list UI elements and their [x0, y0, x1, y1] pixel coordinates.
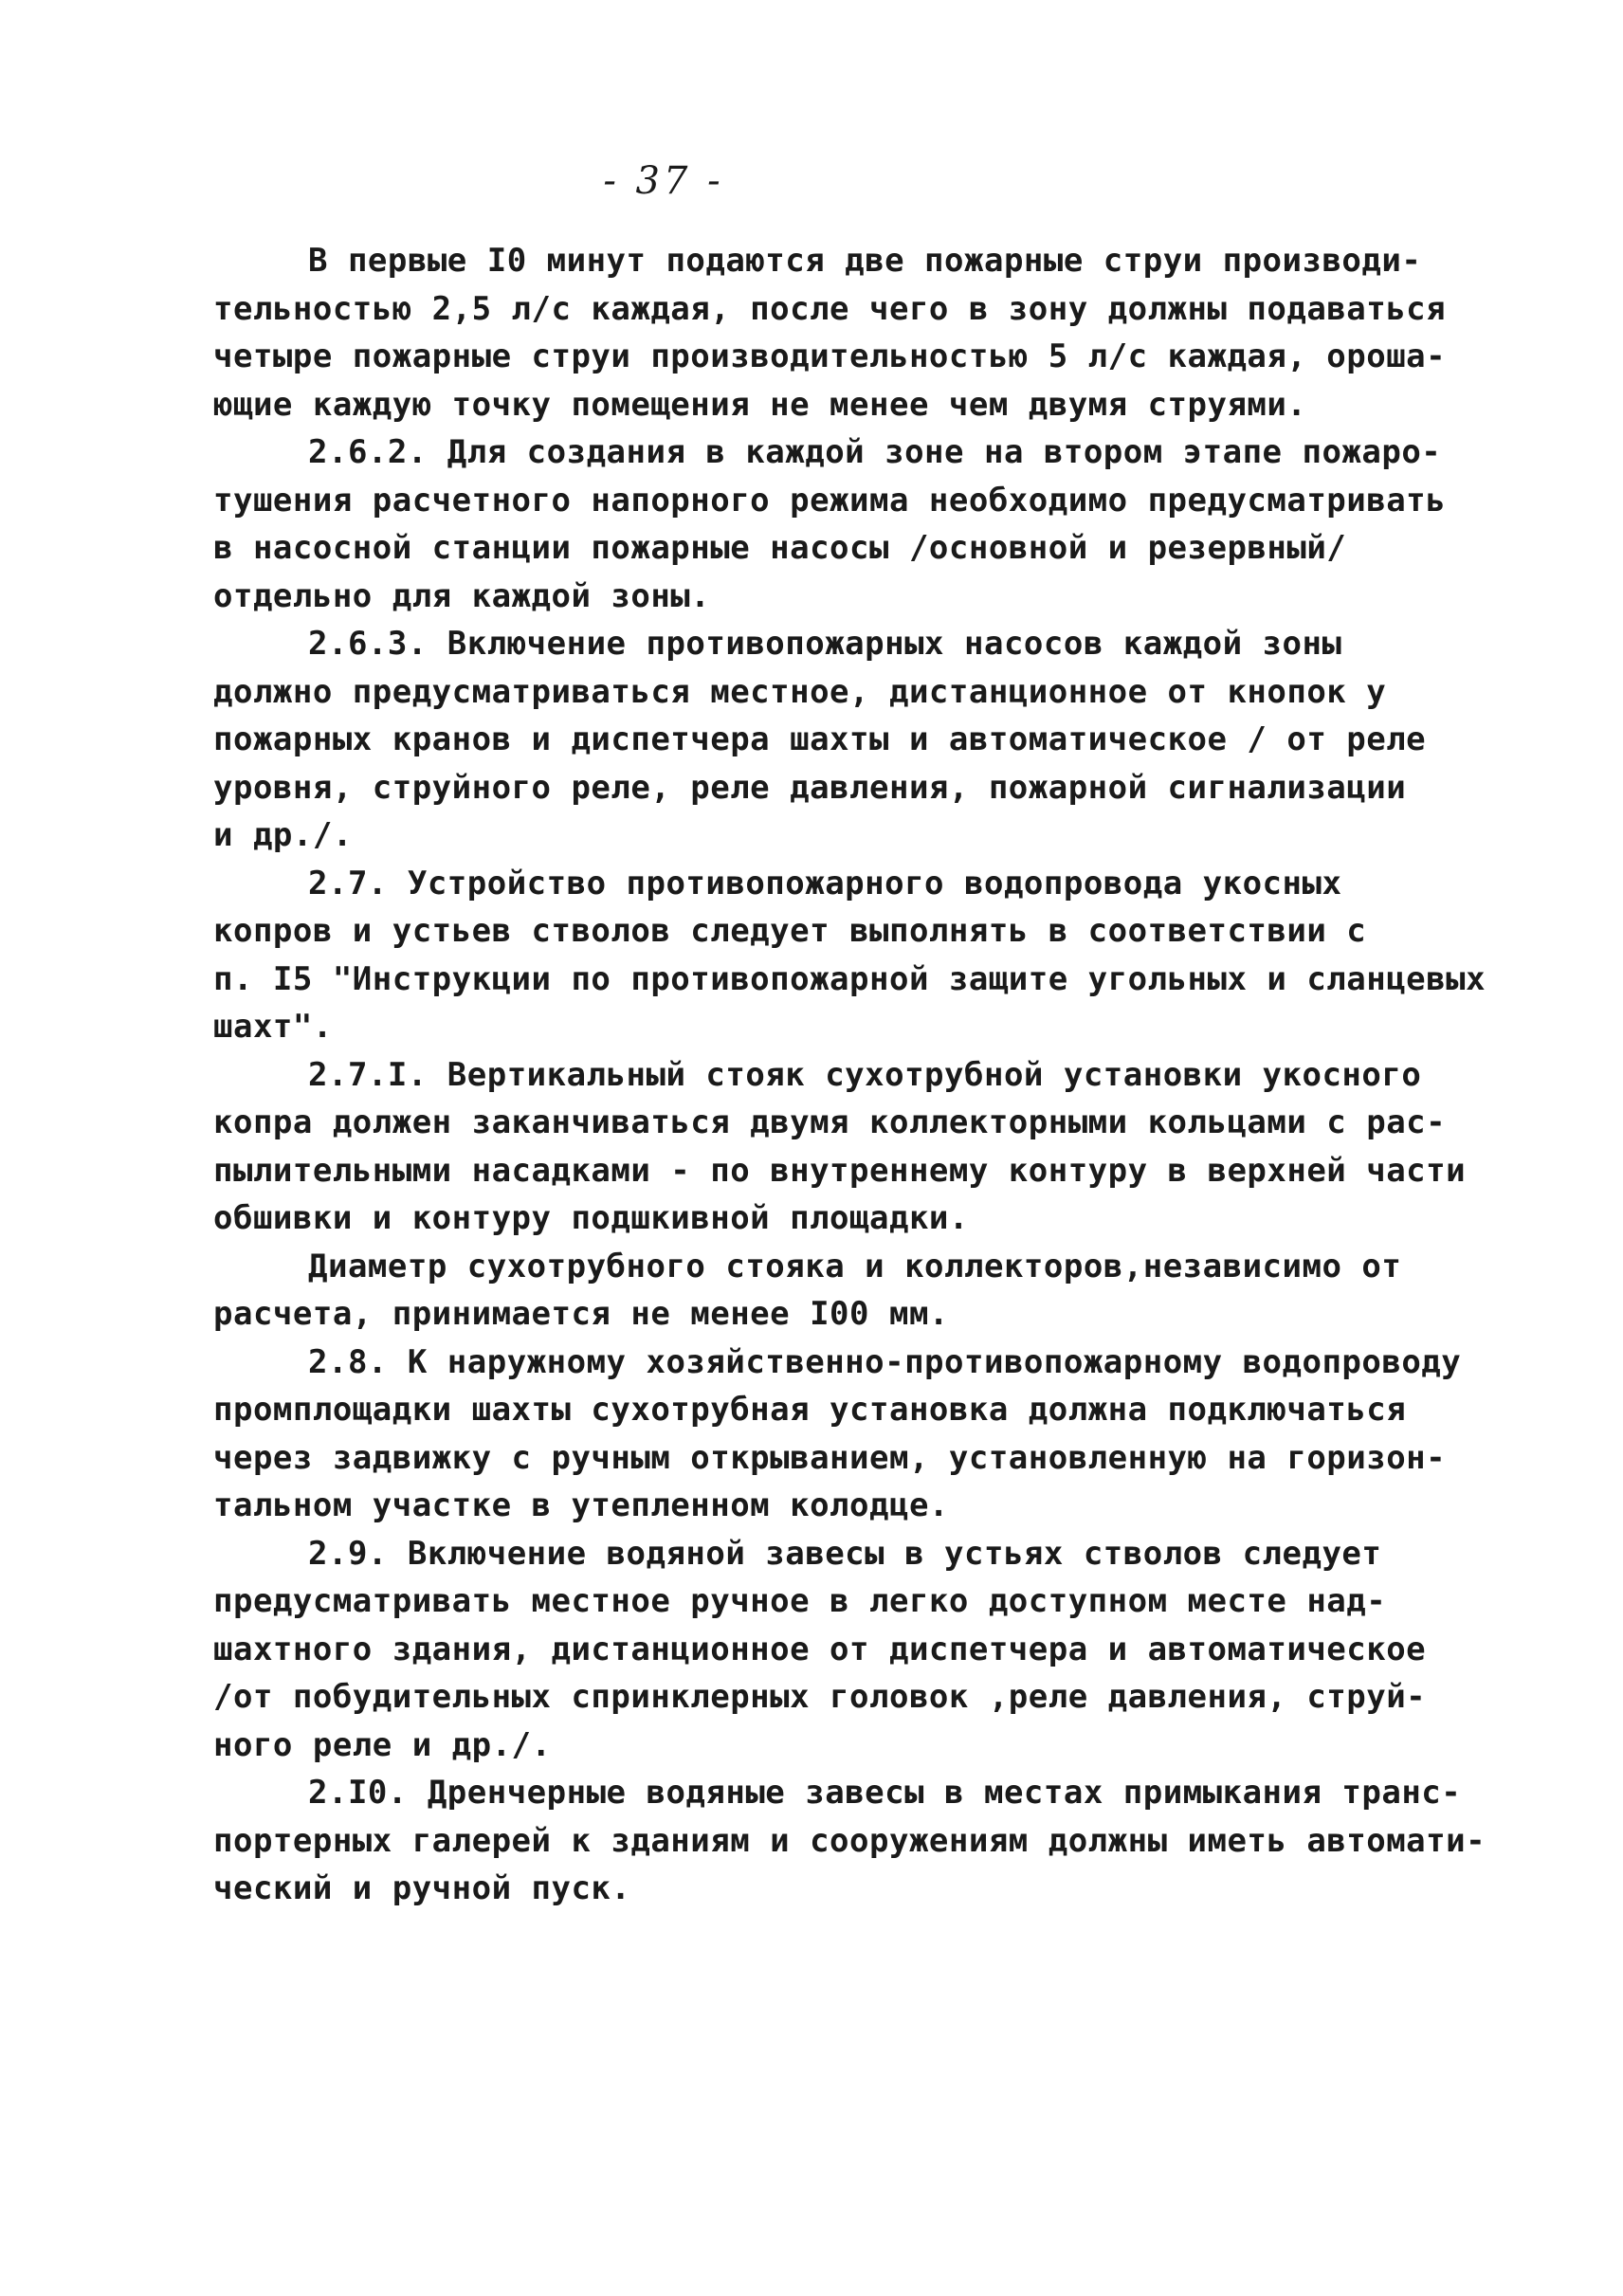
page-number: - 37 -: [603, 159, 724, 203]
text-line: тушения расчетного напорного режима необходимо предусматривать: [213, 481, 1447, 519]
text-line: отдельно для каждой зоны.: [213, 576, 711, 615]
text-line: промплощадки шахты сухотрубная установка должна подключаться: [213, 1391, 1407, 1429]
text-line: должно предусматриваться местное, дистанционное от кнопок у: [213, 672, 1387, 711]
paragraph-first-line: 2.8. К наружному хозяйственно-противопожарному водопроводу: [308, 1342, 1462, 1381]
paragraph-first-line: 2.9. Включение водяной завесы в устьях стволов следует: [308, 1534, 1382, 1573]
text-line: расчета, принимается не менее I00 мм.: [213, 1295, 949, 1333]
text-line: обшивки и контуру подшкивной площадки.: [213, 1199, 969, 1237]
text-line: предусматривать местное ручное в легко доступном месте над-: [213, 1582, 1387, 1620]
paragraph-first-line: 2.I0. Дренчерные водяные завесы в местах примыкания транс-: [308, 1774, 1462, 1812]
paragraph-first-line: Диаметр сухотрубного стояка и коллекторов,независимо от: [308, 1247, 1402, 1285]
paragraph-first-line: 2.7. Устройство противопожарного водопровода укосных: [308, 864, 1342, 902]
text-line: пожарных кранов и диспетчера шахты и автоматическое / от реле: [213, 720, 1427, 758]
text-line: п. I5 "Инструкции по противопожарной защите угольных и сланцевых: [213, 959, 1486, 998]
text-line: ного реле и др./.: [213, 1725, 552, 1764]
text-line: шахт".: [213, 1008, 333, 1046]
text-line: ческий и ручной пуск.: [213, 1869, 631, 1907]
text-line: ющие каждую точку помещения не менее чем двумя струями.: [213, 385, 1307, 424]
text-line: тельностью 2,5 л/с каждая, после чего в зону должны подаваться: [213, 289, 1447, 328]
text-line: в насосной станции пожарные насосы /основной и резервный/: [213, 529, 1347, 567]
text-line: /от побудительных спринклерных головок ,реле давления, струй-: [213, 1678, 1427, 1716]
text-line: копров и устьев стволов следует выполнять в соответствии с: [213, 912, 1367, 950]
text-line: шахтного здания, дистанционное от диспетчера и автоматическое: [213, 1630, 1427, 1668]
text-line: четыре пожарные струи производительностью 5 л/с каждая, ороша-: [213, 337, 1447, 375]
text-line: копра должен заканчиваться двумя коллекторными кольцами с рас-: [213, 1103, 1447, 1141]
text-line: тальном участке в утепленном колодце.: [213, 1486, 949, 1524]
paragraph-first-line: 2.7.I. Вертикальный стояк сухотрубной установки укосного: [308, 1055, 1422, 1094]
text-line: и др./.: [213, 816, 353, 854]
text-line: пылительными насадками - по внутреннему контуру в верхней части: [213, 1151, 1467, 1190]
text-line: портерных галерей к зданиям и сооружениям должны иметь автомати-: [213, 1821, 1486, 1860]
text-line: уровня, струйного реле, реле давления, пожарной сигнализации: [213, 768, 1407, 807]
paragraph-first-line: В первые I0 минут подаются две пожарные струи производи-: [308, 242, 1422, 280]
paragraph-first-line: 2.6.3. Включение противопожарных насосов каждой зоны: [308, 625, 1342, 663]
paragraph-first-line: 2.6.2. Для создания в каждой зоне на втором этапе пожаро-: [308, 433, 1442, 471]
text-line: через задвижку с ручным открыванием, установленную на горизон-: [213, 1438, 1447, 1477]
body-text: [213, 237, 1512, 1913]
